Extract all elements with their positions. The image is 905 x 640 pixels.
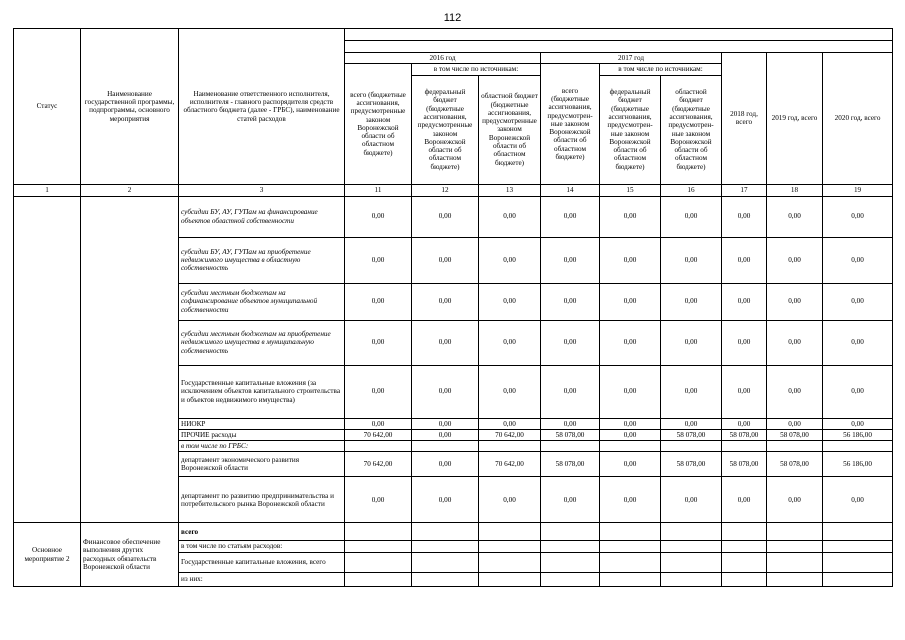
row-label: в том числе по ГРБС: xyxy=(179,441,345,452)
header-2016-total: всего (бюджетные ассигнования, предусмотренные законом Воронежской области об областном бюджете) xyxy=(345,64,412,184)
header-responsible: Наименование ответственного исполнителя, исполнителя - главного распорядителя средств областного бюджета (далее - ГРБС), наименование статей расходов xyxy=(179,29,345,185)
value-cell: 0,00 xyxy=(722,237,767,283)
header-2016-regional: областной бюджет (бюджетные ассигнования, предусмотренные законом Воронежской области об областном бюджете) xyxy=(479,75,541,184)
value-cell: 56 186,00 xyxy=(823,452,893,477)
section2-label: в том числе по статьям расходов: xyxy=(179,541,345,552)
value-cell: 0,00 xyxy=(600,237,661,283)
value-cell: 58 078,00 xyxy=(661,452,722,477)
empty-value-cell xyxy=(541,541,600,552)
value-cell xyxy=(345,441,412,452)
row-label: субсидии БУ, АУ, ГУПам на финансирование объектов областной собственности xyxy=(179,196,345,237)
value-cell: 0,00 xyxy=(541,196,600,237)
row-label: субсидии местным бюджетам на софинансирование объектов муниципальной собственности xyxy=(179,283,345,320)
value-cell: 0,00 xyxy=(541,237,600,283)
empty-value-cell xyxy=(722,523,767,541)
value-cell: 0,00 xyxy=(479,237,541,283)
empty-value-cell xyxy=(722,572,767,586)
header-year-2016: 2016 год xyxy=(345,53,541,64)
value-cell: 0,00 xyxy=(767,196,823,237)
header-2019: 2019 год, всего xyxy=(767,53,823,185)
value-cell: 0,00 xyxy=(600,196,661,237)
value-cell: 0,00 xyxy=(600,283,661,320)
value-cell: 58 078,00 xyxy=(661,429,722,440)
column-number: 2 xyxy=(81,184,179,196)
section2-status: Основное мероприятие 2 xyxy=(14,523,81,586)
value-cell: 56 186,00 xyxy=(823,429,893,440)
value-cell: 58 078,00 xyxy=(541,452,600,477)
value-cell: 0,00 xyxy=(823,320,893,365)
value-cell: 0,00 xyxy=(412,429,479,440)
value-cell: 0,00 xyxy=(661,418,722,429)
value-cell: 0,00 xyxy=(479,477,541,523)
empty-value-cell xyxy=(823,552,893,572)
value-cell xyxy=(661,441,722,452)
value-cell: 58 078,00 xyxy=(767,452,823,477)
page-number: 112 xyxy=(443,12,462,24)
value-cell: 0,00 xyxy=(345,283,412,320)
empty-value-cell xyxy=(722,552,767,572)
header-status: Статус xyxy=(14,29,81,185)
value-cell: 0,00 xyxy=(823,196,893,237)
value-cell: 0,00 xyxy=(722,196,767,237)
section2-label: из них: xyxy=(179,572,345,586)
empty-value-cell xyxy=(479,541,541,552)
empty-value-cell xyxy=(541,552,600,572)
value-cell: 0,00 xyxy=(823,237,893,283)
header-2016-sources: в том числе по источникам: xyxy=(412,64,541,75)
value-cell: 0,00 xyxy=(345,237,412,283)
value-cell: 0,00 xyxy=(412,418,479,429)
header-2017-sources: в том числе по источникам: xyxy=(600,64,722,75)
value-cell: 0,00 xyxy=(823,365,893,418)
row-label: субсидии местным бюджетам на приобретение недвижимого имущества в муниципальную собственность xyxy=(179,320,345,365)
value-cell: 0,00 xyxy=(600,429,661,440)
expense-row xyxy=(14,196,893,237)
value-cell: 0,00 xyxy=(412,237,479,283)
value-cell: 0,00 xyxy=(541,477,600,523)
section2-label: всего xyxy=(179,523,345,541)
value-cell: 0,00 xyxy=(479,196,541,237)
value-cell: 70 642,00 xyxy=(479,452,541,477)
value-cell: 0,00 xyxy=(722,365,767,418)
empty-value-cell xyxy=(661,523,722,541)
value-cell: 0,00 xyxy=(600,452,661,477)
value-cell: 0,00 xyxy=(541,365,600,418)
header-program: Наименование государственной программы, подпрограммы, основного мероприятия xyxy=(81,29,179,185)
empty-value-cell xyxy=(479,572,541,586)
empty-value-cell xyxy=(767,541,823,552)
program-cell xyxy=(81,196,179,523)
empty-value-cell xyxy=(541,523,600,541)
row-label: субсидии БУ, АУ, ГУПам на приобретение недвижимого имущества в областную собственность xyxy=(179,237,345,283)
column-number: 14 xyxy=(541,184,600,196)
value-cell: 0,00 xyxy=(541,418,600,429)
value-cell xyxy=(600,441,661,452)
value-cell: 0,00 xyxy=(412,452,479,477)
value-cell: 0,00 xyxy=(767,365,823,418)
value-cell: 58 078,00 xyxy=(767,429,823,440)
column-number: 13 xyxy=(479,184,541,196)
value-cell: 0,00 xyxy=(722,477,767,523)
value-cell: 0,00 xyxy=(767,477,823,523)
value-cell: 0,00 xyxy=(479,365,541,418)
header-2016-federal: федеральный бюджет (бюджетные ассигнования, предусмотренные законом Воронежской области об областном бюджете) xyxy=(412,75,479,184)
value-cell xyxy=(412,441,479,452)
value-cell: 58 078,00 xyxy=(541,429,600,440)
value-cell: 70 642,00 xyxy=(479,429,541,440)
value-cell: 58 078,00 xyxy=(722,429,767,440)
empty-value-cell xyxy=(412,541,479,552)
row-label: Государственные капитальные вложения (за исключением объектов капитального строительства и объектов недвижимого имущества) xyxy=(179,365,345,418)
value-cell: 70 642,00 xyxy=(345,452,412,477)
value-cell: 0,00 xyxy=(767,320,823,365)
empty-value-cell xyxy=(479,552,541,572)
value-cell: 0,00 xyxy=(661,365,722,418)
value-cell: 0,00 xyxy=(345,365,412,418)
value-cell: 0,00 xyxy=(823,418,893,429)
empty-value-cell xyxy=(345,523,412,541)
empty-value-cell xyxy=(600,523,661,541)
value-cell: 0,00 xyxy=(722,283,767,320)
empty-value-cell xyxy=(767,552,823,572)
value-cell: 70 642,00 xyxy=(345,429,412,440)
header-blank-second xyxy=(345,41,893,53)
empty-value-cell xyxy=(767,523,823,541)
header-2020: 2020 год, всего xyxy=(823,53,893,185)
row-label: департамент экономического развития Воронежской области xyxy=(179,452,345,477)
value-cell: 0,00 xyxy=(767,283,823,320)
empty-value-cell xyxy=(823,572,893,586)
status-cell xyxy=(14,196,81,523)
value-cell: 0,00 xyxy=(412,196,479,237)
value-cell: 0,00 xyxy=(600,418,661,429)
value-cell: 0,00 xyxy=(541,283,600,320)
value-cell: 0,00 xyxy=(823,477,893,523)
section2-label: Государственные капитальные вложения, всего xyxy=(179,552,345,572)
value-cell: 58 078,00 xyxy=(722,452,767,477)
header-2017-regional: областной бюджет (бюджетные ассигнования, предусмотрен-ные законом Воронежской области об областном бюджете) xyxy=(661,75,722,184)
value-cell: 0,00 xyxy=(541,320,600,365)
column-number: 19 xyxy=(823,184,893,196)
value-cell xyxy=(479,441,541,452)
section2-row xyxy=(14,523,893,541)
value-cell: 0,00 xyxy=(345,196,412,237)
value-cell: 0,00 xyxy=(345,418,412,429)
value-cell: 0,00 xyxy=(767,418,823,429)
value-cell: 0,00 xyxy=(479,283,541,320)
value-cell: 0,00 xyxy=(600,365,661,418)
empty-value-cell xyxy=(345,541,412,552)
column-number: 15 xyxy=(600,184,661,196)
value-cell xyxy=(541,441,600,452)
column-number: 18 xyxy=(767,184,823,196)
empty-value-cell xyxy=(412,552,479,572)
row-label: ПРОЧИЕ расходы xyxy=(179,429,345,440)
value-cell xyxy=(767,441,823,452)
empty-value-cell xyxy=(823,523,893,541)
value-cell: 0,00 xyxy=(412,477,479,523)
column-number: 12 xyxy=(412,184,479,196)
column-number: 3 xyxy=(179,184,345,196)
header-blank-top xyxy=(345,29,893,41)
column-numbers-row xyxy=(14,184,893,196)
value-cell xyxy=(823,441,893,452)
value-cell: 0,00 xyxy=(722,418,767,429)
value-cell: 0,00 xyxy=(345,477,412,523)
row-label: НИОКР xyxy=(179,418,345,429)
header-year-2017: 2017 год xyxy=(541,53,722,64)
empty-value-cell xyxy=(600,572,661,586)
value-cell: 0,00 xyxy=(412,320,479,365)
header-2018: 2018 год, всего xyxy=(722,53,767,185)
column-number: 11 xyxy=(345,184,412,196)
empty-value-cell xyxy=(479,523,541,541)
value-cell: 0,00 xyxy=(767,237,823,283)
column-number: 17 xyxy=(722,184,767,196)
value-cell: 0,00 xyxy=(345,320,412,365)
value-cell: 0,00 xyxy=(412,283,479,320)
value-cell: 0,00 xyxy=(479,418,541,429)
value-cell: 0,00 xyxy=(479,320,541,365)
empty-value-cell xyxy=(661,552,722,572)
empty-value-cell xyxy=(767,572,823,586)
empty-value-cell xyxy=(412,523,479,541)
value-cell: 0,00 xyxy=(661,320,722,365)
row-label: департамент по развитию предпринимательства и потребительского рынка Воронежской области xyxy=(179,477,345,523)
value-cell: 0,00 xyxy=(661,477,722,523)
value-cell: 0,00 xyxy=(823,283,893,320)
empty-value-cell xyxy=(600,541,661,552)
value-cell xyxy=(722,441,767,452)
column-number: 16 xyxy=(661,184,722,196)
value-cell: 0,00 xyxy=(661,237,722,283)
empty-value-cell xyxy=(345,572,412,586)
column-number: 1 xyxy=(14,184,81,196)
budget-table xyxy=(13,28,893,587)
value-cell: 0,00 xyxy=(661,196,722,237)
empty-value-cell xyxy=(600,552,661,572)
empty-value-cell xyxy=(412,572,479,586)
value-cell: 0,00 xyxy=(722,320,767,365)
value-cell: 0,00 xyxy=(412,365,479,418)
header-2017-total: всего (бюджетные ассигнования, предусмотрен-ные законом Воронежской области об областном бюджете) xyxy=(541,64,600,184)
empty-value-cell xyxy=(661,572,722,586)
empty-value-cell xyxy=(345,552,412,572)
empty-value-cell xyxy=(661,541,722,552)
header-2017-federal: федеральный бюджет (бюджетные ассигнования, предусмотрен-ные законом Воронежской области об областном бюджете) xyxy=(600,75,661,184)
empty-value-cell xyxy=(541,572,600,586)
value-cell: 0,00 xyxy=(600,320,661,365)
empty-value-cell xyxy=(823,541,893,552)
value-cell: 0,00 xyxy=(661,283,722,320)
value-cell: 0,00 xyxy=(600,477,661,523)
empty-value-cell xyxy=(722,541,767,552)
section2-program: Финансовое обеспечение выполнения других расходных обязательств Воронежской области xyxy=(81,523,179,586)
